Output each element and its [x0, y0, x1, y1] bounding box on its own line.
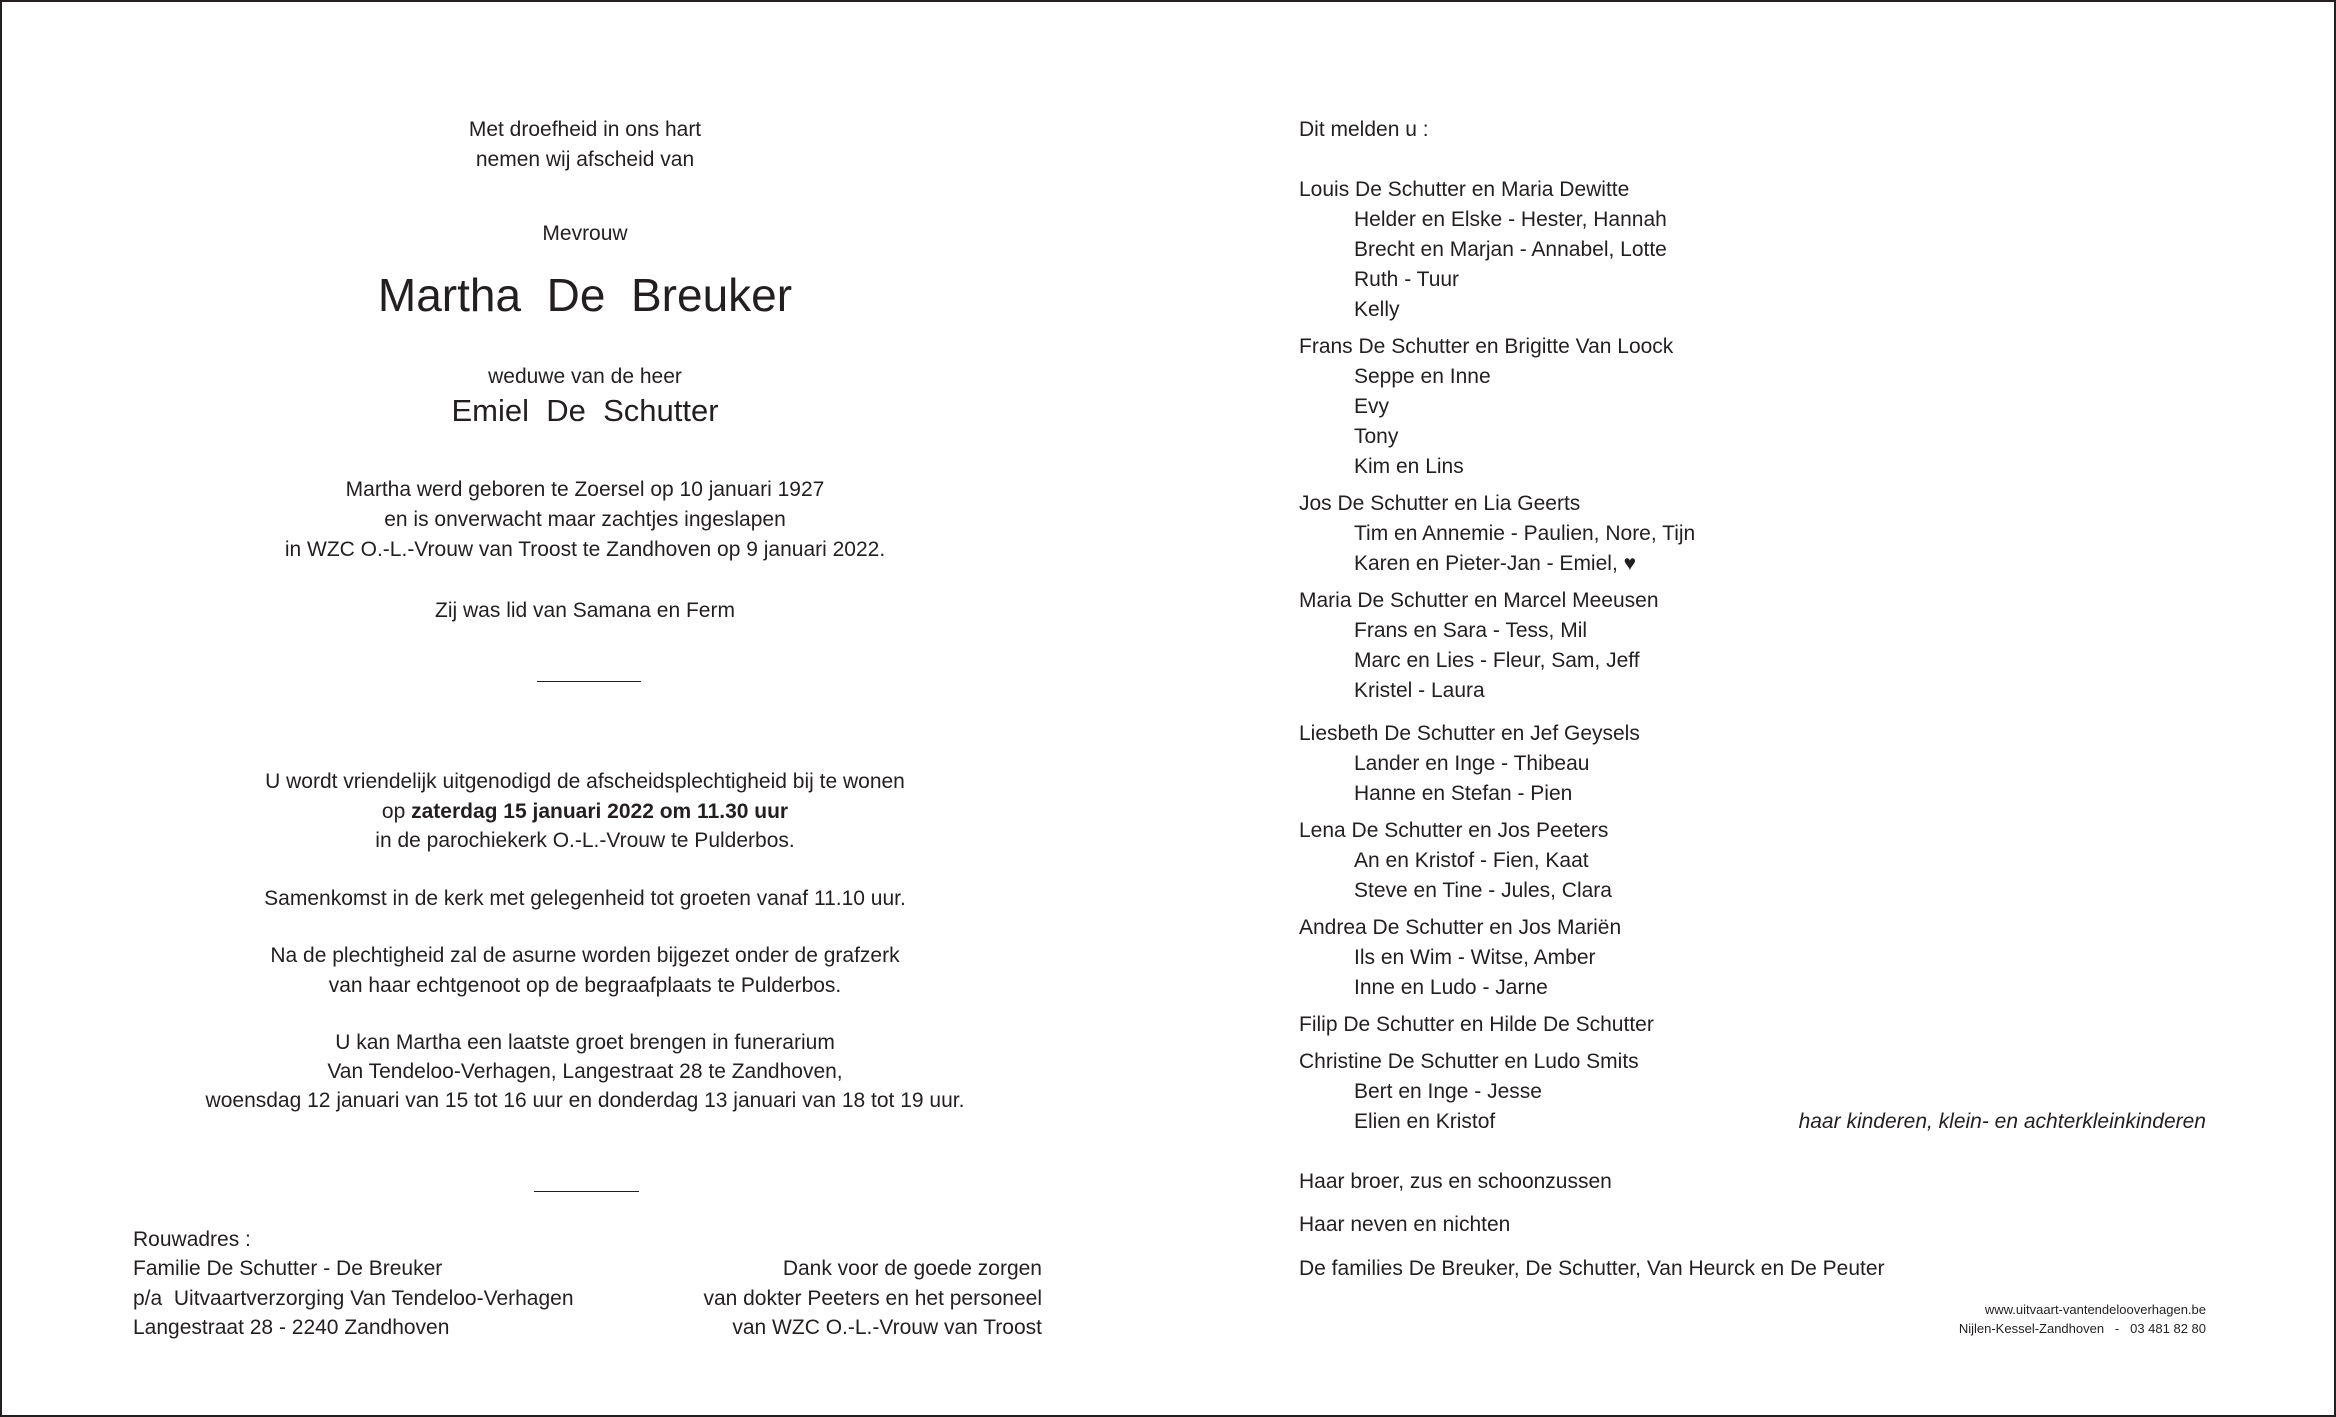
- footer-contact: Nijlen-Kessel-Zandhoven - 03 481 82 80: [1958, 1321, 2206, 1336]
- family-child: Inne en Ludo - Jarne: [1354, 976, 1548, 999]
- intro-line-2: nemen wij afscheid van: [475, 148, 695, 171]
- invitation-pre: op: [381, 800, 406, 823]
- family-parents: Andrea De Schutter en Jos Mariën: [1299, 916, 1622, 939]
- family-child: Kim en Lins: [1354, 455, 1464, 478]
- thanks-line-3: van WZC O.-L.-Vrouw van Troost: [732, 1316, 1042, 1339]
- urn-line-2: van haar echtgenoot op de begraafplaats te Pulderbos.: [328, 974, 842, 997]
- visit-line-2: Van Tendeloo-Verhagen, Langestraat 28 te Zandhoven,: [327, 1060, 843, 1083]
- thanks-line-2: van dokter Peeters en het personeel: [703, 1287, 1042, 1310]
- birth-line-1: Martha werd geboren te Zoersel op 10 januari 1927: [345, 478, 825, 501]
- deceased-name: Martha De Breuker: [377, 269, 793, 321]
- family-child: Evy: [1354, 395, 1390, 418]
- family-child: Lander en Inge - Thibeau: [1354, 752, 1590, 775]
- invitation-date: zaterdag 15 januari 2022 om 11.30 uur: [411, 800, 789, 823]
- family-parents: Christine De Schutter en Ludo Smits: [1299, 1050, 1639, 1073]
- family-parents: Jos De Schutter en Lia Geerts: [1299, 492, 1581, 515]
- family-parents: Liesbeth De Schutter en Jef Geysels: [1299, 722, 1640, 745]
- family-child: Steve en Tine - Jules, Clara: [1354, 879, 1612, 902]
- family-child: Frans en Sara - Tess, Mil: [1354, 619, 1588, 642]
- footer-website: www.uitvaart-vantendelooverhagen.be: [1984, 1302, 2206, 1317]
- divider-1: [537, 681, 641, 682]
- family-child: Brecht en Marjan - Annabel, Lotte: [1354, 238, 1667, 261]
- family-child: Hanne en Stefan - Pien: [1354, 782, 1573, 805]
- family-parents: Lena De Schutter en Jos Peeters: [1299, 819, 1609, 842]
- family-child: Kristel - Laura: [1354, 679, 1485, 702]
- families-line: De families De Breuker, De Schutter, Van Heurck en De Peuter: [1299, 1257, 1885, 1280]
- cousins-line: Haar neven en nichten: [1299, 1213, 1511, 1236]
- address-line-1: Familie De Schutter - De Breuker: [133, 1257, 443, 1280]
- family-child: Bert en Inge - Jesse: [1354, 1080, 1542, 1103]
- invitation-line-3: in de parochiekerk O.-L.-Vrouw te Pulderbos.: [375, 829, 795, 852]
- family-parents: Maria De Schutter en Marcel Meeusen: [1299, 589, 1659, 612]
- address-line-2: p/a Uitvaartverzorging Van Tendeloo-Verhagen: [133, 1287, 574, 1310]
- visit-line-3: woensdag 12 januari van 15 tot 16 uur en donderdag 13 januari van 18 tot 19 uur.: [205, 1089, 965, 1112]
- announce-heading: Dit melden u :: [1299, 118, 1429, 141]
- family-child: Seppe en Inne: [1354, 365, 1491, 388]
- family-child: Ruth - Tuur: [1354, 268, 1460, 291]
- family-child: Karen en Pieter-Jan - Emiel, ♥: [1354, 552, 1637, 575]
- urn-line-1: Na de plechtigheid zal de asurne worden bijgezet onder de grafzerk: [270, 944, 900, 967]
- birth-line-3: in WZC O.-L.-Vrouw van Troost te Zandhoven op 9 januari 2022.: [284, 538, 886, 561]
- family-child: Ils en Wim - Witse, Amber: [1354, 946, 1596, 969]
- family-child: Tim en Annemie - Paulien, Nore, Tijn: [1354, 522, 1696, 545]
- divider-2: [534, 1191, 639, 1192]
- family-parents: Filip De Schutter en Hilde De Schutter: [1299, 1013, 1654, 1036]
- address-heading: Rouwadres :: [133, 1228, 251, 1251]
- family-child: Kelly: [1354, 298, 1400, 321]
- family-parents: Louis De Schutter en Maria Dewitte: [1299, 178, 1630, 201]
- children-caption: haar kinderen, klein- en achterkleinkinderen: [1798, 1110, 2206, 1133]
- invitation-line-1: U wordt vriendelijk uitgenodigd de afscheidsplechtigheid bij te wonen: [265, 770, 905, 793]
- family-child: Elien en Kristof: [1354, 1110, 1496, 1133]
- membership: Zij was lid van Samana en Ferm: [435, 599, 735, 622]
- spouse-name: Emiel De Schutter: [451, 393, 719, 428]
- family-child: Helder en Elske - Hester, Hannah: [1354, 208, 1667, 231]
- address-line-3: Langestraat 28 - 2240 Zandhoven: [133, 1316, 450, 1339]
- family-child: Tony: [1354, 425, 1399, 448]
- widow-of: weduwe van de heer: [488, 365, 682, 388]
- family-child: Marc en Lies - Fleur, Sam, Jeff: [1354, 649, 1640, 672]
- honorific: Mevrouw: [542, 222, 628, 245]
- visit-line-1: U kan Martha een laatste groet brengen in funerarium: [335, 1031, 835, 1054]
- invitation-line-2: [22, 797, 1148, 827]
- birth-line-2: en is onverwacht maar zachtjes ingeslapen: [384, 508, 786, 531]
- thanks-line-1: Dank voor de goede zorgen: [782, 1257, 1042, 1280]
- gathering: Samenkomst in de kerk met gelegenheid tot groeten vanaf 11.10 uur.: [264, 887, 906, 910]
- siblings-line: Haar broer, zus en schoonzussen: [1299, 1170, 1612, 1193]
- family-parents: Frans De Schutter en Brigitte Van Loock: [1299, 335, 1674, 358]
- family-child: An en Kristof - Fien, Kaat: [1354, 849, 1589, 872]
- intro-line-1: Met droefheid in ons hart: [468, 118, 702, 141]
